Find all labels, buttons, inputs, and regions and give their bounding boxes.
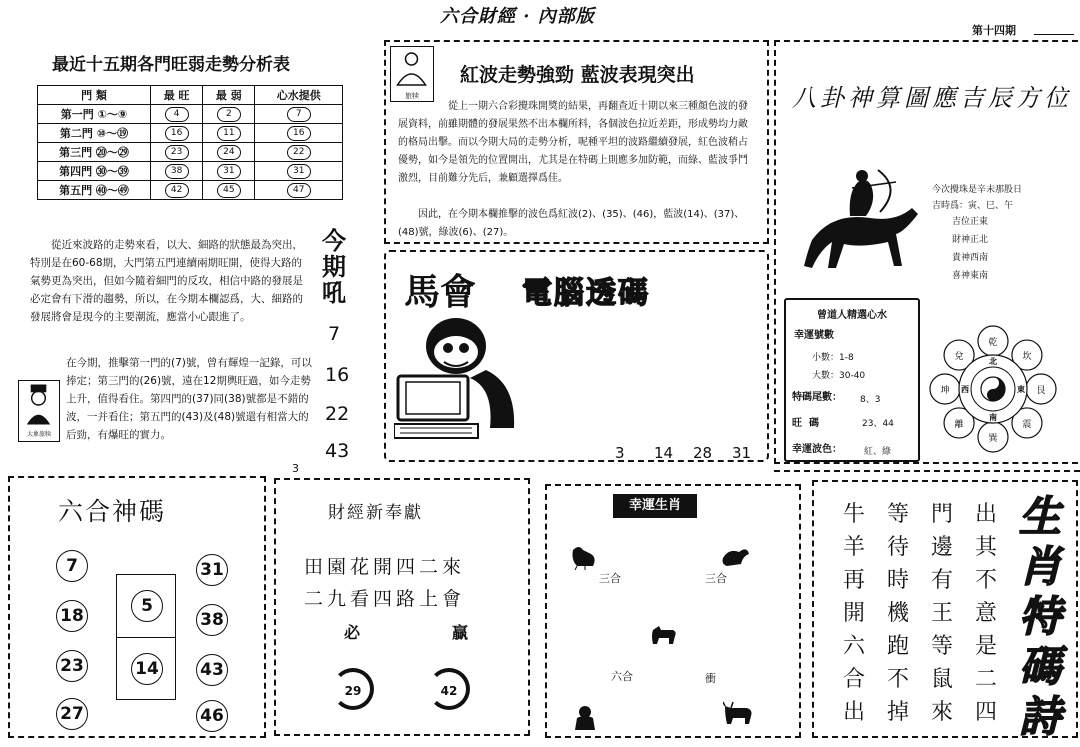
archer-horseman-icon <box>792 162 932 272</box>
cold-value: 45 <box>217 183 241 198</box>
row-label: 第一門 ①～⑨ <box>38 105 151 124</box>
ancestor-caption: 旅犊 <box>405 92 419 100</box>
tip-cell <box>255 143 343 162</box>
general-portrait-icon <box>18 380 60 442</box>
row-label: 第三門 ⑳～㉙ <box>38 143 151 162</box>
table-header-row <box>38 86 343 105</box>
day-info-line: 喜神東南 <box>952 271 989 281</box>
horse-number: 31 <box>732 444 752 462</box>
poem-title-char: 詩 <box>1018 692 1061 741</box>
bagua-panel <box>774 40 1078 464</box>
poem-char: 有 <box>930 568 953 593</box>
poem-char: 不 <box>886 667 909 692</box>
tip-cell <box>255 181 343 200</box>
row-label: 第二門 ⑩～⑲ <box>38 124 151 143</box>
shenma-ball: 18 <box>56 600 88 632</box>
analysis-paragraph-2: 在今期，推擊第一門的(7)號，曾有輝煌一記錄，可以捧定；第三門的(26)號，遠在12期輿旺過，如今走勢上升，值得看住。第四門的(37)同(38)號都是不錯的波，一并看住；第五門的(43)及(48)號還有相當大的后勁，有爆旺的實力。 <box>66 357 312 441</box>
horse-number: 28 <box>693 444 713 462</box>
portrait-drawing <box>19 381 58 427</box>
poem-char: 門 <box>930 502 953 527</box>
poem-char: 合 <box>842 667 865 692</box>
hot-value: 4 <box>165 107 189 122</box>
hot-value: 16 <box>165 126 189 141</box>
masthead-title: 六合財經 · 內部版 <box>440 6 595 27</box>
bagua-direction: 東 <box>1017 385 1025 394</box>
lucky-small: 小數：1-8 <box>812 353 854 363</box>
shenma-ball: 27 <box>56 698 88 730</box>
poem-title <box>1012 492 1068 742</box>
ox-icon <box>723 700 755 726</box>
lucky-tail-value: 8、3 <box>860 395 881 405</box>
analysis-title: 最近十五期各門旺弱走勢分析表 <box>52 55 290 75</box>
horse-club-box <box>384 250 769 462</box>
wave-body-2: 因此，在今期本欄推擊的波色爲紅波(2)、(35)、(46)，藍波(14)、(37)、(48)號，綠波(6)、(27)。 <box>398 209 745 238</box>
poem-char: 等 <box>930 634 953 659</box>
ancestor-drawing <box>391 47 432 87</box>
lucky-big: 大數：30-40 <box>812 371 866 381</box>
caijing-line-2: 二九看四路上會 <box>304 588 466 610</box>
row-label: 第五門 ㊵～㊾ <box>38 181 151 200</box>
poem-column <box>968 498 1004 729</box>
day-info-line: 財神正北 <box>952 235 989 245</box>
poem-char: 來 <box>930 700 953 725</box>
poem-title-char: 特 <box>1018 592 1061 641</box>
horse-subtitle: 電腦透碼 <box>522 276 650 311</box>
bagua-petal-label: 乾 <box>988 338 998 348</box>
tip-cell <box>255 124 343 143</box>
cold-cell <box>203 181 255 200</box>
poem-char: 意 <box>974 601 997 626</box>
horse-number: 14 <box>654 444 674 462</box>
monkey-icon <box>571 704 599 732</box>
caijing-box <box>274 478 530 736</box>
caijing-must: 必 <box>344 623 361 642</box>
bagua-petal-label: 坤 <box>940 386 950 396</box>
tonight-number: 43 <box>325 440 350 462</box>
bagua-compass-icon <box>928 324 1058 454</box>
analysis-paragraph-1: 從近來波路的走勢來看，以大、細路的狀態最為突出，特別是在60-68期，大門第五門連續兩期旺開，使得大路的氣勢更為突出，但如今隨着細門的反攻，相信中路的發展是必定會有下滑的趨勢，所以，在今期本欄認爲，大、細路的發展將會是現今的主要潮流，應當小心跟進了。 <box>30 239 303 323</box>
caijing-win: 贏 <box>452 623 469 642</box>
shenma-ball: 38 <box>196 604 228 636</box>
shenma-ball: 43 <box>196 654 228 686</box>
tip-value: 22 <box>287 145 311 160</box>
lucky-number-title: 幸運號數 <box>794 330 834 341</box>
hot-value: 42 <box>165 183 189 198</box>
poem-char: 機 <box>886 601 909 626</box>
hot-value: 38 <box>165 164 189 179</box>
poem-char: 四 <box>974 700 997 725</box>
poem-char: 時 <box>886 568 909 593</box>
col-header: 最 旺 <box>151 86 203 105</box>
zodiac-box <box>545 484 801 738</box>
lucky-color-value: 紅、綠 <box>864 447 892 457</box>
zodiac-label: 三合 <box>705 572 727 585</box>
cold-cell <box>203 143 255 162</box>
hot-cell <box>151 124 203 143</box>
poem-column <box>924 498 960 729</box>
tip-value: 31 <box>287 164 311 179</box>
wave-article-box <box>384 40 769 244</box>
hot-cell <box>151 143 203 162</box>
wave-title: 紅波走勢強勁 藍波表現突出 <box>460 64 695 86</box>
shenma-center-box <box>116 574 176 700</box>
poem-char: 鼠 <box>930 667 953 692</box>
poem-char: 再 <box>842 568 865 593</box>
poem-char: 羊 <box>842 535 865 560</box>
cold-value: 24 <box>217 145 241 160</box>
bagua-direction: 北 <box>989 357 997 366</box>
poem-char: 待 <box>886 535 909 560</box>
lucky-tail-label: 特碼尾數： <box>792 392 842 403</box>
cold-value: 2 <box>217 107 241 122</box>
poem-char: 出 <box>842 700 865 725</box>
day-info-line: 吉時爲：寅、巳、午 <box>932 201 1014 211</box>
poem-char: 王 <box>930 601 953 626</box>
caijing-title: 財經新奉獻 <box>328 503 423 523</box>
poem-char: 二 <box>974 667 997 692</box>
zodiac-title: 幸運生肖 <box>613 494 697 518</box>
poem-char: 跑 <box>886 634 909 659</box>
tonight-extra: 3 <box>292 462 299 475</box>
poem-title-char: 生 <box>1018 492 1061 541</box>
lucky-box <box>784 298 920 462</box>
col-header: 最 弱 <box>203 86 255 105</box>
poem-column <box>880 498 916 729</box>
calligraphy-heading: 八卦神算圖應吉辰方位 <box>792 84 1072 112</box>
poem-box <box>812 480 1078 741</box>
day-info-line: 今次攪珠是辛未那股日 <box>932 185 1023 195</box>
zodiac-label: 六合 <box>611 670 633 683</box>
tip-value: 47 <box>287 183 311 198</box>
cold-cell <box>203 162 255 181</box>
tonight-number: 22 <box>325 403 350 425</box>
issue-number: 第十四期 <box>972 24 1016 37</box>
poem-char: 出 <box>974 502 997 527</box>
bagua-direction: 西 <box>961 385 969 394</box>
day-info-line: 貴神西南 <box>952 253 989 263</box>
poem-char: 掉 <box>886 700 909 725</box>
shenma-box <box>8 476 266 738</box>
tip-cell <box>255 105 343 124</box>
tonight-number: 16 <box>325 364 350 386</box>
hot-cell <box>151 105 203 124</box>
rooster-icon <box>569 544 599 570</box>
bagua-petal-label: 坎 <box>1022 352 1032 363</box>
bagua-petal-label: 艮 <box>1036 386 1046 396</box>
table-row <box>38 105 343 124</box>
hot-value: 23 <box>165 145 189 160</box>
poem-char: 六 <box>842 634 865 659</box>
poem-char: 邊 <box>930 535 953 560</box>
day-info-line: 吉位正東 <box>952 217 989 227</box>
cold-value: 31 <box>217 164 241 179</box>
ancestor-icon <box>390 46 434 102</box>
issue-underline <box>1034 34 1074 35</box>
hot-cell <box>151 162 203 181</box>
zodiac-label: 衝 <box>705 672 716 685</box>
hot-cell <box>151 181 203 200</box>
lucky-title: 曾道人精選心水 <box>817 310 887 321</box>
bagua-petal-label: 離 <box>954 419 964 430</box>
shenma-title: 六合神碼 <box>58 497 167 526</box>
table-row <box>38 143 343 162</box>
poem-char: 開 <box>842 601 865 626</box>
tip-cell <box>255 162 343 181</box>
poem-char: 不 <box>974 568 997 593</box>
col-header: 心水提供 <box>255 86 343 105</box>
right-edge-line <box>774 470 1080 472</box>
table-row <box>38 181 343 200</box>
poem-char: 等 <box>886 502 909 527</box>
wave-body: 從上一期六合彩攪珠開獎的結果，再翻查近十期以來三種顏色波的發展資料，前雖期體的發展果然不出本欄所料，各個波色拉近差距，形成勢均力敵的格局出擊。而以今期大局的走勢分析，呢種平坦的波路繼續發展，紅色波稍占優勢，如今是領先的位置開出，尤其是在特碼上則應多加防範，而綠、藍波爭鬥激烈，目前難分先后，兼顧選擇爲佳。 <box>398 101 748 184</box>
poem-title-char: 碼 <box>1018 642 1061 691</box>
bagua-direction: 南 <box>989 413 997 422</box>
shenma-center-ball: 5 <box>131 590 163 622</box>
tonight-title: 今期吼 <box>322 227 346 307</box>
zodiac-label: 三合 <box>599 572 621 585</box>
computer-mascot-icon <box>394 308 524 448</box>
tip-value: 16 <box>287 126 311 141</box>
lucky-hot-label: 旺 碼 <box>792 418 819 429</box>
caijing-ball: 42 <box>428 668 470 710</box>
bagua-petal-label: 震 <box>1022 419 1032 430</box>
lucky-hot-value: 23、44 <box>862 419 894 429</box>
portrait-caption: 大象旅犊 <box>26 431 51 438</box>
poem-title-char: 肖 <box>1018 542 1061 591</box>
poem-column <box>836 498 872 729</box>
horse-title: 馬會 <box>404 272 477 313</box>
shenma-ball: 31 <box>196 554 228 586</box>
center-top-cell <box>117 575 175 638</box>
poem-char: 是 <box>974 634 997 659</box>
caijing-line-1: 田園花開四二來 <box>304 556 466 578</box>
bagua-petal-label: 兌 <box>954 352 964 363</box>
table-row <box>38 124 343 143</box>
analysis-table <box>37 85 343 200</box>
cold-cell <box>203 105 255 124</box>
col-header: 門 類 <box>38 86 151 105</box>
dog-icon <box>649 622 679 646</box>
cold-cell <box>203 124 255 143</box>
dragon-icon <box>721 544 751 570</box>
bagua-petal-label: 巽 <box>988 434 998 444</box>
caijing-ball: 29 <box>332 668 374 710</box>
table-row <box>38 162 343 181</box>
horse-number: 3 <box>615 444 625 462</box>
shenma-ball: 23 <box>56 650 88 682</box>
shenma-ball: 7 <box>56 550 88 582</box>
poem-char: 牛 <box>842 502 865 527</box>
poem-char: 其 <box>974 535 997 560</box>
shenma-center-ball: 14 <box>131 653 163 685</box>
lucky-color-label: 幸運波色： <box>792 444 842 455</box>
shenma-ball: 46 <box>196 700 228 732</box>
tip-value: 7 <box>287 107 311 122</box>
row-label: 第四門 ㉚～㊴ <box>38 162 151 181</box>
tonight-number: 7 <box>328 323 341 345</box>
cold-value: 11 <box>217 126 241 141</box>
